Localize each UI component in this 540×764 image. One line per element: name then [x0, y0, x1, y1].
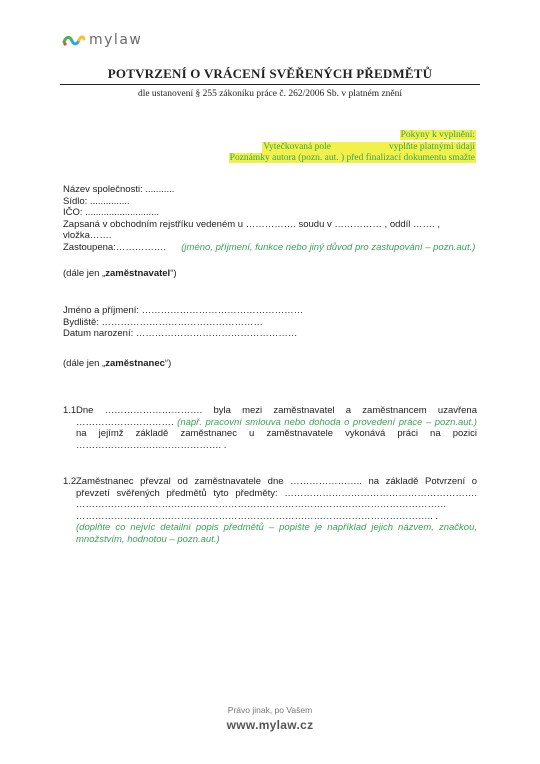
mylaw-logo-mark: [62, 33, 86, 47]
employer-alias: [63, 268, 477, 280]
brand-logo: [62, 30, 142, 50]
employer-alias-post: “): [170, 268, 177, 279]
section-1-2: [63, 476, 477, 545]
section-1-1-number: 1.1: [63, 405, 77, 416]
registry-field[interactable]: Zapsaná v obchodním rejstříku vedeném u ……………. soudu v …………… , oddíl ……. ,: [63, 218, 440, 230]
company-name-field[interactable]: Název společnosti: ...........: [63, 184, 175, 195]
employee-alias-post: “): [164, 358, 172, 369]
section-1-2-text[interactable]: Zaměstnanec převzal od zaměstnavatele dne ………………….. na základě Potvrzení o převzetí svěřených předmětů tyto předměty: ……………………………………………………. ……………………………………………………………………………………………………… ………………………………………………………………………………………………….. .: [76, 476, 477, 522]
ico-field[interactable]: IČO: ............................: [63, 207, 160, 218]
instructions-author-notes: Poznámky autora (pozn. aut. ) před finalizací dokumentu smažte: [229, 153, 475, 163]
section-1-1-text-b[interactable]: na jejímž základě zaměstnanec u zaměstnavatele vykonává práci na pozici ………………………………………. .: [76, 428, 477, 451]
employee-birth-field[interactable]: Datum narození: ……………………………………………: [63, 328, 298, 339]
instructions-heading: Pokyny k vyplnění:: [400, 130, 475, 140]
registry-insert-field[interactable]: vložka…….: [63, 230, 112, 241]
employee-alias-pre: (dále jen „: [63, 358, 106, 369]
title-divider: [60, 84, 480, 85]
representative-field[interactable]: Zastoupena:…………….: [63, 241, 166, 253]
section-1-2-number: 1.2: [63, 476, 77, 487]
logo-wordmark: mylaw: [89, 32, 143, 48]
section-1-1-note: (např. pracovní smlouva nebo dohoda o provedení práce – pozn.aut.): [177, 416, 477, 428]
employer-block: [63, 184, 477, 253]
fill-instructions: [229, 130, 476, 165]
employer-alias-term: zaměstnavatel: [105, 268, 171, 279]
employee-address-field[interactable]: Bydliště: ……………………………………………: [63, 316, 264, 328]
employee-alias: [63, 358, 477, 370]
employee-name-field[interactable]: Jméno a příjmení: ……………………………………………: [63, 305, 304, 316]
representative-row: [63, 242, 477, 254]
section-1-2-note: (doplňte co nejvíc detailní popis předmětů – popište je například jejich názvem, značkou, množstvím, hodnotou – pozn.aut.): [76, 522, 477, 545]
employee-alias-term: zaměstnanec: [105, 358, 165, 369]
employee-block: [63, 305, 477, 340]
instructions-fill-valid: vyplňte platnými údaji: [388, 141, 475, 152]
footer-url[interactable]: www.mylaw.cz: [226, 718, 314, 732]
document-subtitle: dle ustanovení § 255 zákoníku práce č. 262/2006 Sb. v platném znění: [137, 89, 403, 99]
section-1-1-text-a[interactable]: Dne …………………………. byla mezi zaměstnavatel a zaměstnancem uzavřena ………………………….: [76, 405, 477, 428]
employer-alias-pre: (dále jen „: [63, 268, 106, 279]
document-title: POTVRZENÍ O VRÁCENÍ SVĚŘENÝCH PŘEDMĚTŮ: [107, 66, 433, 81]
footer-tagline: Právo jinak, po Vašem: [227, 705, 313, 715]
representative-note: (jméno, příjmení, funkce nebo jiný důvod pro zastupování – pozn.aut.): [181, 241, 476, 253]
section-1-1: [63, 405, 477, 451]
instructions-dotted-fields: Vytečkovaná pole: [263, 141, 331, 152]
seat-field[interactable]: Sídlo: ...............: [63, 195, 130, 207]
